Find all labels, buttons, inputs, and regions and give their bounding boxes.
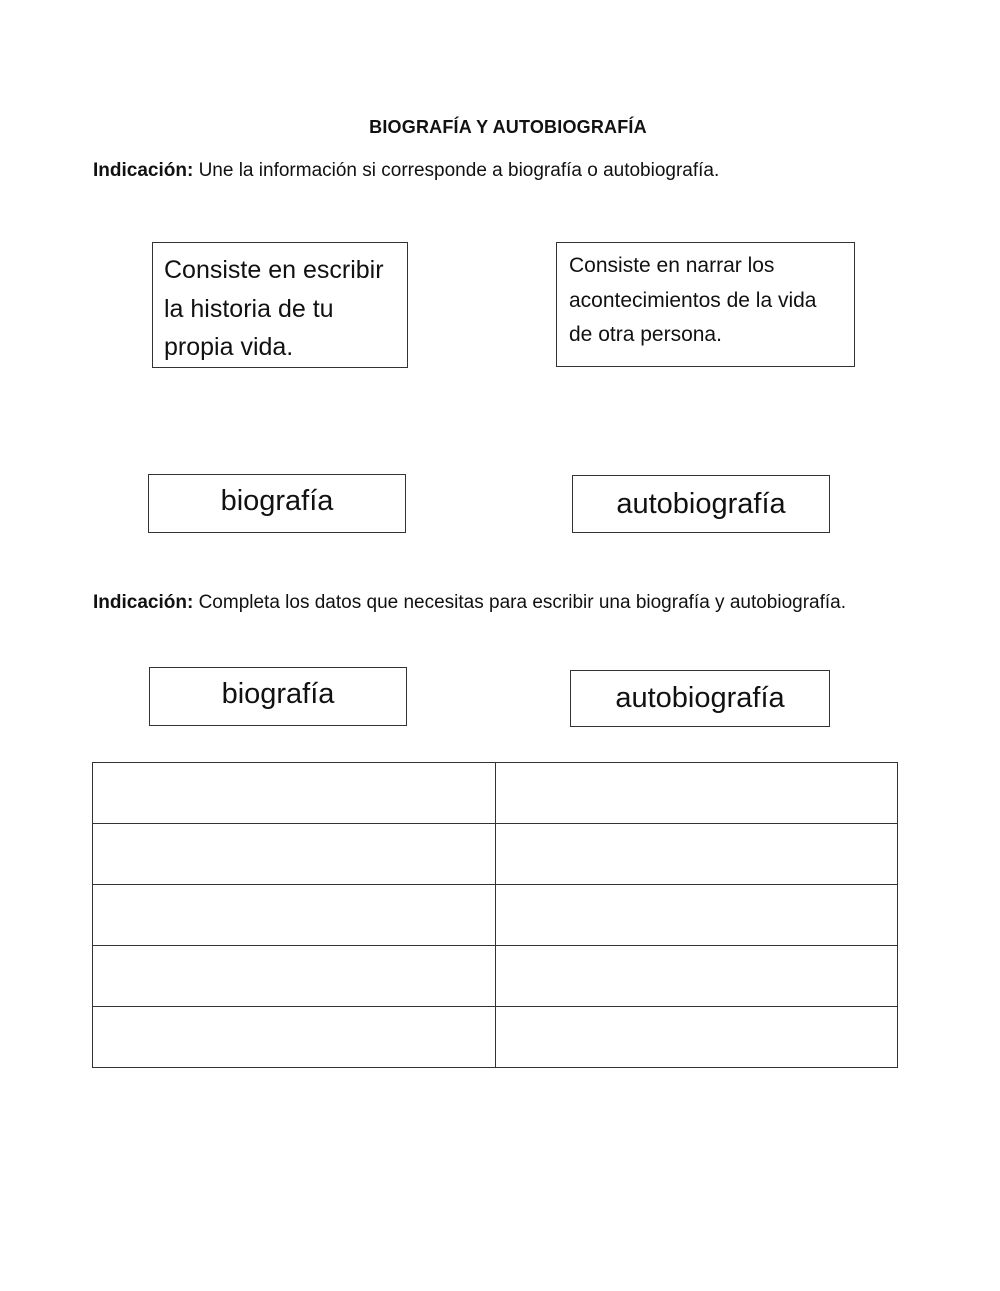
column-header-autobiografia: autobiografía (570, 670, 830, 727)
column-header-biografia: biografía (149, 667, 407, 726)
instruction-match (93, 160, 719, 182)
table-row (93, 1007, 898, 1068)
instruction-text: Completa los datos que necesitas para escribir una biografía y autobiografía. (193, 592, 847, 613)
answer-cell-autobiografia[interactable] (495, 763, 898, 824)
table-row (93, 946, 898, 1007)
page-title: BIOGRAFÍA Y AUTOBIOGRAFÍA (369, 117, 647, 137)
instruction-label: Indicación: (93, 592, 194, 613)
answer-cell-autobiografia[interactable] (495, 946, 898, 1007)
answer-cell-biografia[interactable] (93, 885, 496, 946)
answer-cell-autobiografia[interactable] (495, 1007, 898, 1068)
answer-cell-biografia[interactable] (93, 1007, 496, 1068)
instruction-label: Indicación: (93, 160, 194, 181)
table-row (93, 763, 898, 824)
table-row (93, 885, 898, 946)
definition-card-left[interactable]: Consiste en escribir la historia de tu propia vida. (152, 242, 408, 368)
match-option-biografia[interactable]: biografía (148, 474, 406, 533)
answer-table (92, 762, 898, 1068)
instruction-text: Une la información si corresponde a biografía o autobiografía. (193, 160, 720, 181)
table-row (93, 824, 898, 885)
answer-cell-biografia[interactable] (93, 763, 496, 824)
instruction-complete (93, 592, 846, 614)
match-option-autobiografia[interactable]: autobiografía (572, 475, 830, 533)
answer-cell-biografia[interactable] (93, 824, 496, 885)
definition-card-right[interactable]: Consiste en narrar los acontecimientos de la vida de otra persona. (556, 242, 855, 367)
answer-cell-biografia[interactable] (93, 946, 496, 1007)
answer-cell-autobiografia[interactable] (495, 824, 898, 885)
answer-cell-autobiografia[interactable] (495, 885, 898, 946)
